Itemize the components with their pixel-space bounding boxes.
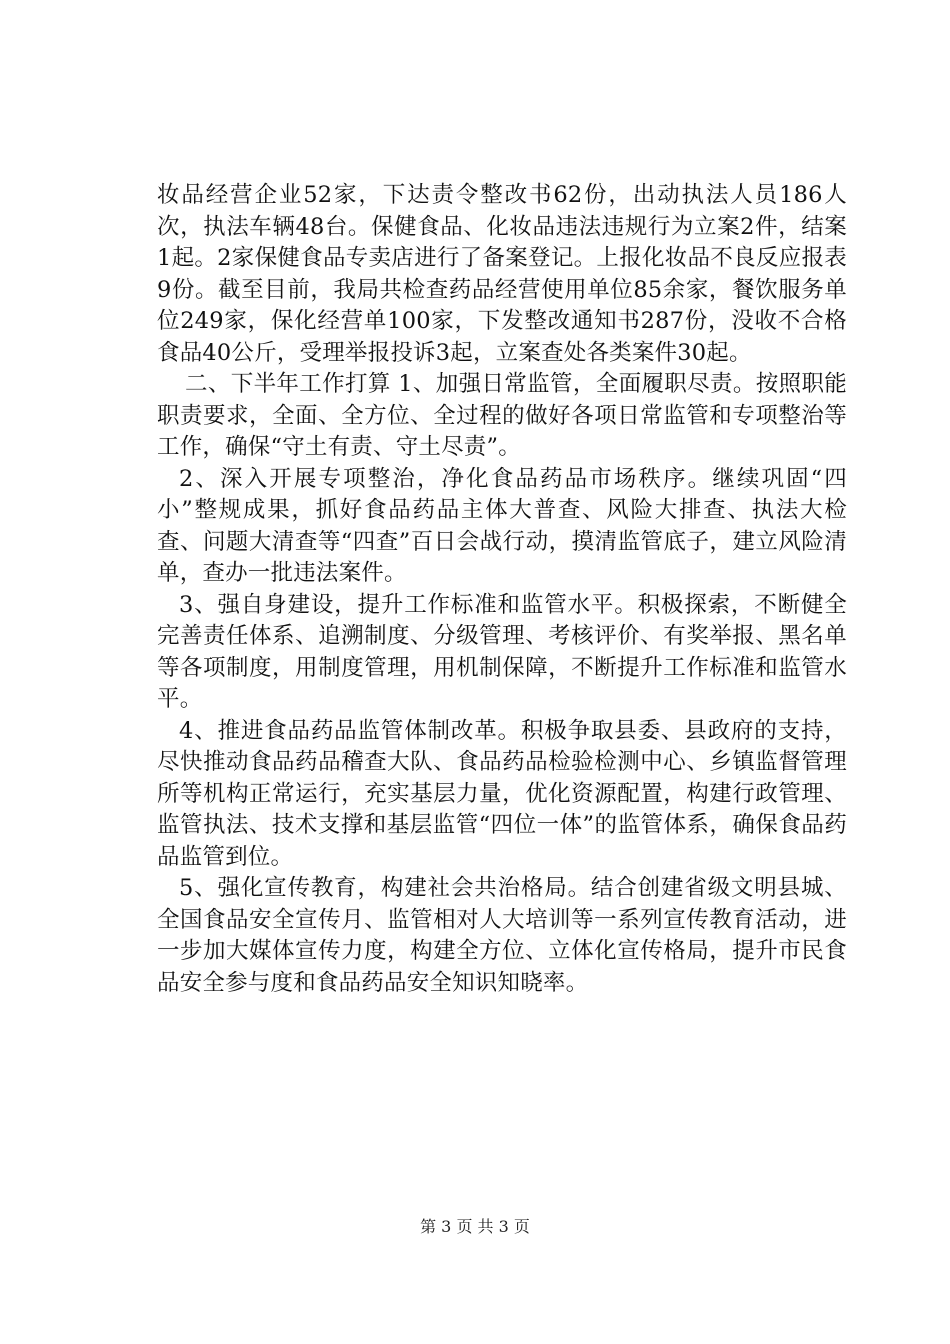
paragraph-publicity-education: 5、强化宣传教育，构建社会共治格局。结合创建省级文明县城、全国食品安全宣传月、监管相对人大培训等一系列宣传教育活动，进一步加大媒体宣传力度，构建全方位、立体化宣传格局，提升市民食品安全参与度和食品药品安全知识知晓率。: [157, 875, 847, 996]
paragraph-special-rectification: 2、深入开展专项整治，净化食品药品市场秩序。继续巩固“四小”整规成果，抓好食品药品主体大普查、风险大排查、执法大检查、问题大清查等“四查”百日会战行动，摸清监管底子，建立风险清单，查办一批违法案件。: [157, 465, 847, 586]
paragraph-statistics: 妆品经营企业52家，下达责令整改书62份，出动执法人员186人次，执法车辆48台。保健食品、化妆品违法违规行为立案2件，结案1起。2家保健食品专卖店进行了备案登记。上报化妆品不良反应报表9份。截至目前，我局共检查药品经营使用单位85余家，餐饮服务单位249家，保化经营单100家，下发整改通知书287份，没收不合格食品40公斤，受理举报投诉3起，立案查处各类案件30起。: [157, 182, 847, 366]
paragraph-second-half-plan: 二、下半年工作打算 1、加强日常监管，全面履职尽责。按照职能职责要求，全面、全方位、全过程的做好各项日常监管和专项整治等工作，确保“守土有责、守土尽责”。: [157, 371, 847, 460]
document-body: [157, 180, 847, 999]
paragraph-self-construction: 3、强自身建设，提升工作标准和监管水平。积极探索，不断健全完善责任体系、追溯制度、分级管理、考核评价、有奖举报、黑名单等各项制度，用制度管理，用机制保障，不断提升工作标准和监管水平。: [157, 591, 847, 712]
paragraph-system-reform: 4、推进食品药品监管体制改革。积极争取县委、县政府的支持，尽快推动食品药品稽查大队、食品药品检验检测中心、乡镇监督管理所等机构正常运行，充实基层力量，优化资源配置，构建行政管理、监管执法、技术支撑和基层监管“四位一体”的监管体系，确保食品药品监管到位。: [157, 717, 847, 870]
page-number-footer: 第 3 页 共 3 页: [420, 1217, 530, 1236]
